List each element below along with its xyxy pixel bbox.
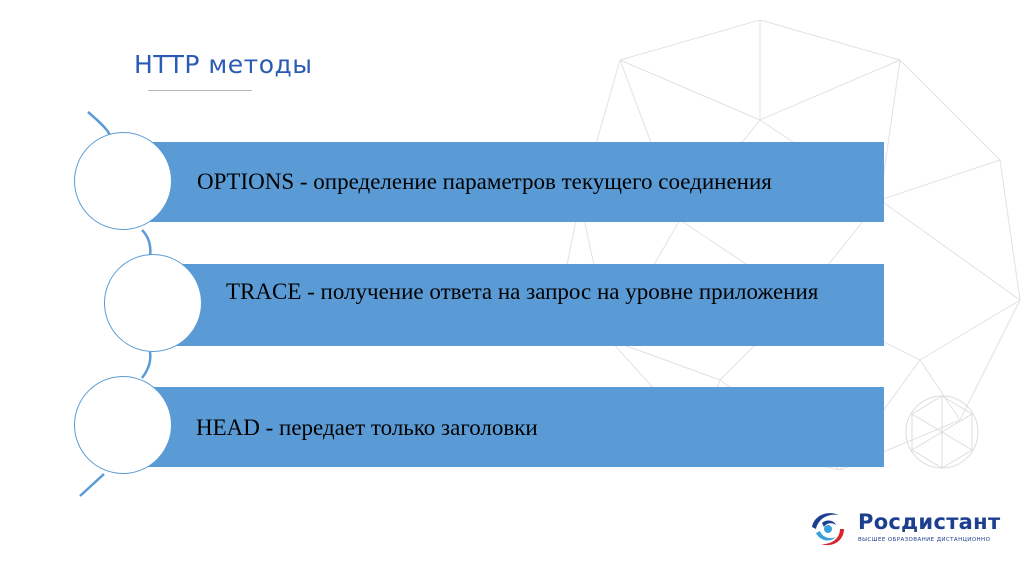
method-text-options: OPTIONS - определение параметров текущего соединения [197,169,772,194]
bullet-circle-options [74,132,172,230]
rosdistant-logo-icon [806,507,850,551]
method-bar-head [144,387,884,467]
method-text-head: HEAD - передает только заголовки [196,415,538,440]
method-text-trace: TRACE - получение ответа на запрос на уровне приложения [226,279,819,304]
logo-name: Росдистант [858,510,1001,534]
brand-logo [806,507,1001,553]
method-bar-trace [174,264,884,346]
logo-tagline: ВЫСШЕЕ ОБРАЗОВАНИЕ ДИСТАНЦИОННО [858,537,991,543]
page-title: HTTP методы [134,50,313,79]
bullet-circle-trace [104,254,202,352]
method-bar-options [144,142,884,222]
bullet-circle-head [74,376,172,474]
